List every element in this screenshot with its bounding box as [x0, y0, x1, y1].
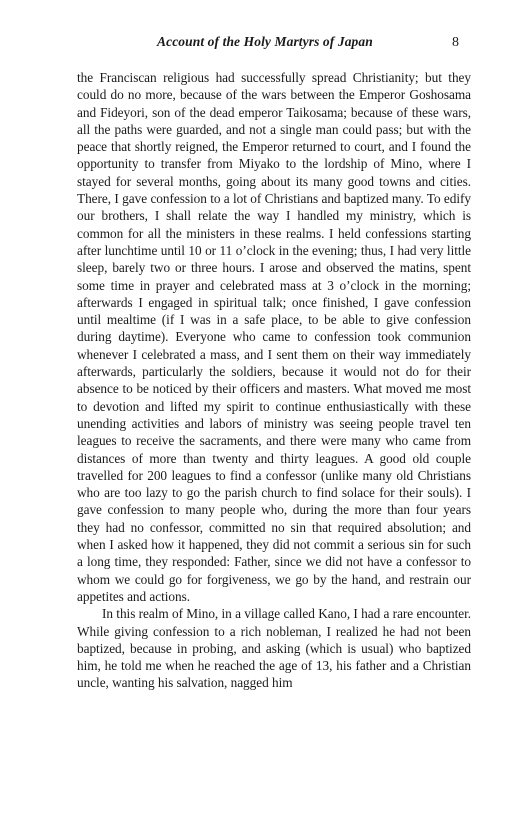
- running-title: Account of the Holy Martyrs of Japan: [157, 34, 373, 49]
- paragraph-continued: the Franciscan religious had successfully spread Christianity; but they could do no more, because of the wars between the Emperor Goshosama and Fideyori, son of the dead emperor Taikosama; because of these wars, all the paths were guarded, and not a single man could pass; but with the peace that shortly reigned, the Emperor returned to court, and I found the opportunity to transfer from Miyako to the lordship of Mino, where I stayed for several months, going about its many good towns and cities. There, I gave confession to a lot of Christians and baptized many. To edify our brothers, I shall relate the way I handled my ministry, which is common for all the ministers in these realms. I held confessions starting after lunchtime until 10 or 11 o’clock in the evening; thus, I had very little sleep, barely two or three hours. I arose and observed the matins, spent some time in prayer and celebrated mass at 3 o’clock in the morning; afterwards I engaged in spiritual talk; once finished, I gave confession until mealtime (if I was in a safe place, to be able to give confession during daytime). Everyone who came to confession took communion whenever I celebrated a mass, and I sent them on their way immediately afterwards, particularly the soldiers, because it would not do for their absence to be noticed by their officers and masters. What moved me most to devotion and lifted my spirit to continue enthusiastically with these unending activities and labors of ministry was seeing people travel ten leagues to receive the sacraments, and there were many who came from distances of more than twenty and thirty leagues. A good old couple travelled for 200 leagues to find a confessor (unlike many old Christians who are too lazy to go the parish church to find solace for their souls). I gave confession to many people who, during the more than four years they had no confessor, committed no sin that required absolution; and when I asked how it happened, they did not commit a serious sin for such a long time, they responded: Father, since we did not have a confessor to whom we could go for forgiveness, we go by the hand, and restrain our appetites and actions.: [77, 70, 471, 604]
- body-text: [77, 69, 471, 692]
- book-page: [77, 34, 471, 692]
- page-number: 8: [452, 35, 459, 50]
- paragraph-kano-encounter: In this realm of Mino, in a village called Kano, I had a rare encounter. While giving confession to a rich nobleman, I realized he had not been baptized, because in probing, and asking (which is usual) who baptized him, he told me when he reached the age of 13, his father and a Christian uncle, wanting his salvation, nagged him: [77, 606, 471, 691]
- running-header: [77, 34, 471, 56]
